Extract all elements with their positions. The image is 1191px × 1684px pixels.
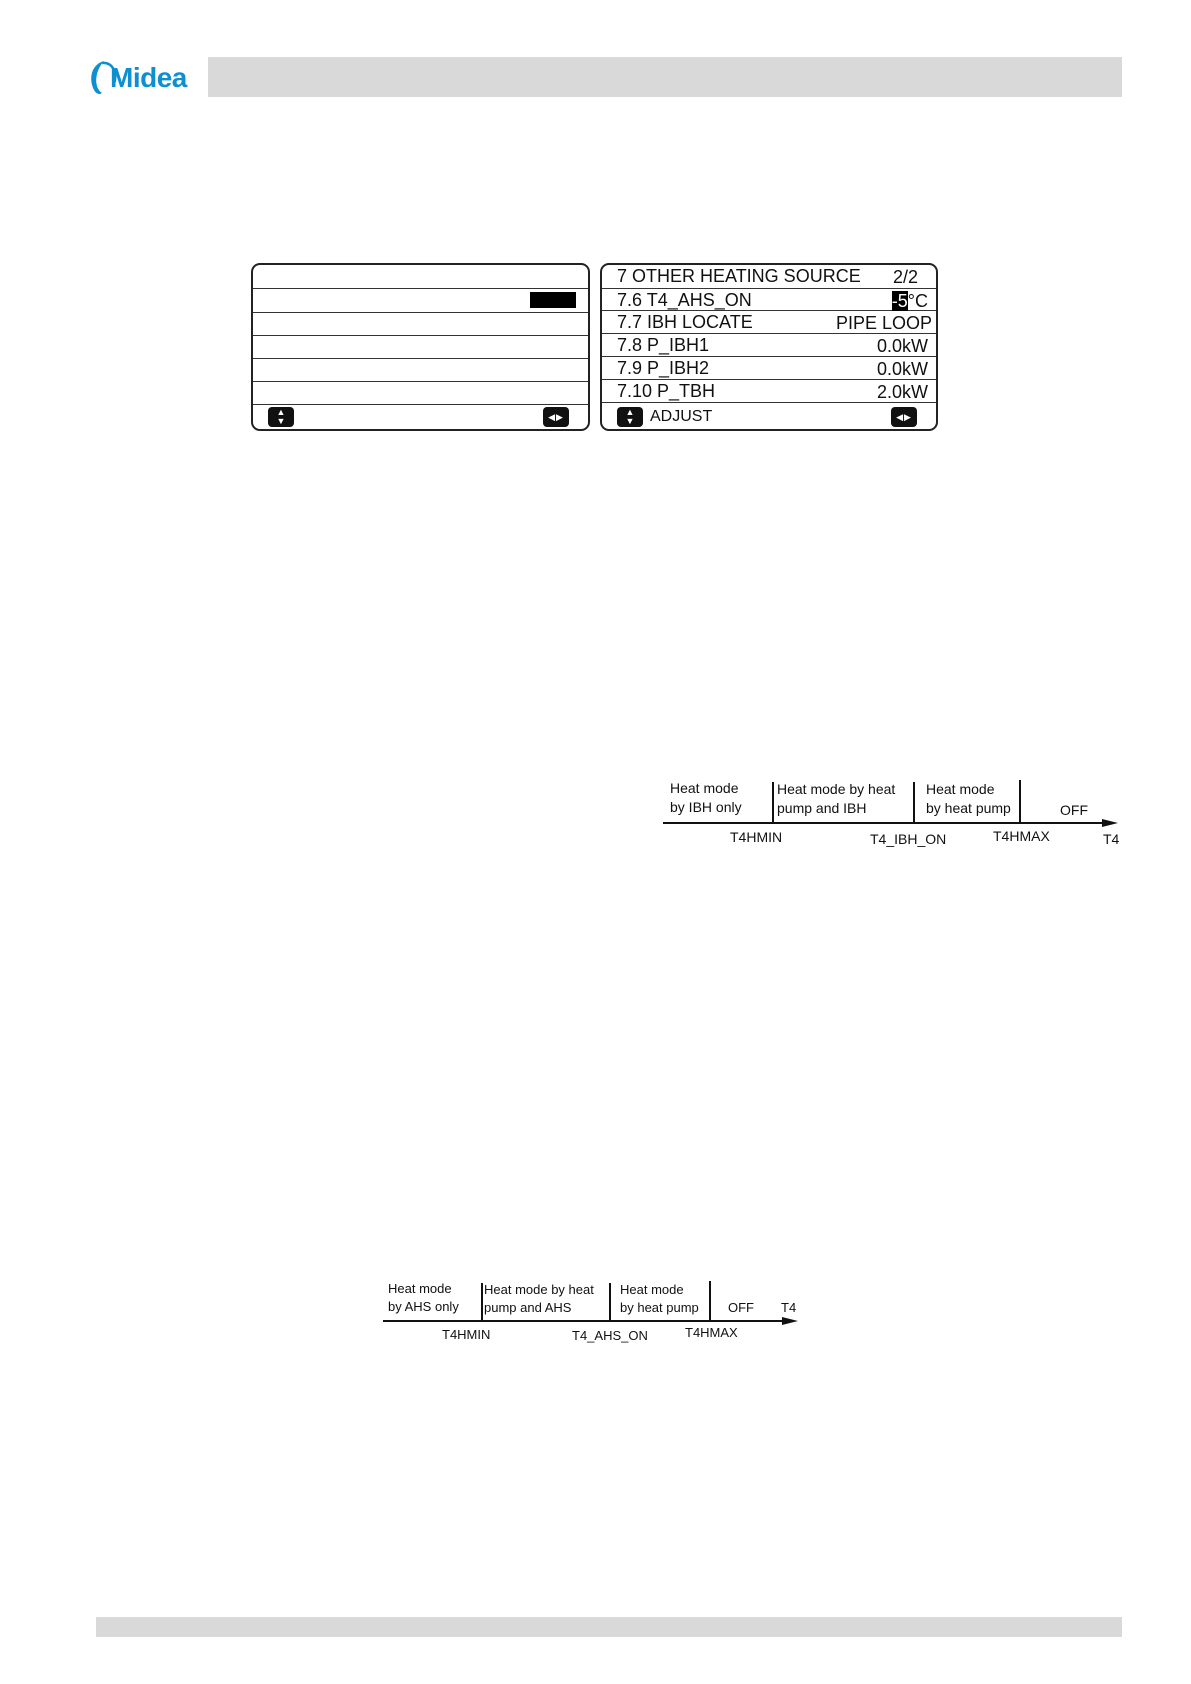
t4-axis-line: [663, 822, 1103, 824]
setting-row-p-ibh1[interactable]: [602, 334, 936, 357]
screen-row: [253, 313, 588, 336]
selection-cursor: [530, 292, 576, 308]
zone-divider: [772, 782, 774, 822]
zone-off: OFF: [1060, 802, 1088, 818]
zone-divider: [1019, 780, 1021, 822]
screen-row: [253, 336, 588, 359]
tick-t4hmax: T4HMAX: [993, 828, 1050, 844]
tick-t4hmin: T4HMIN: [730, 829, 783, 845]
arrow-right-icon: [782, 1317, 798, 1325]
up-down-arrows-icon[interactable]: ▲ ▼: [268, 407, 294, 427]
screen-title-row: [253, 265, 588, 289]
tick-t4hmin: T4HMIN: [442, 1327, 491, 1342]
setting-value: PIPE LOOP: [835, 313, 932, 333]
zone-off: OFF: [728, 1300, 754, 1315]
t4-axis-line: [383, 1320, 783, 1322]
zone-hp-only-line1: Heat mode: [926, 781, 995, 797]
zone-hp-ibh-line1: Heat mode by heat: [777, 781, 896, 797]
axis-label-t4: T4: [781, 1300, 797, 1315]
setting-row-t4-ahs-on[interactable]: [602, 289, 936, 311]
left-right-arrows-icon[interactable]: ◀ ▶: [543, 407, 569, 427]
zone-ahs-only-line1: Heat mode: [388, 1281, 452, 1296]
zone-ibh-only-line1: Heat mode: [670, 780, 739, 796]
zone-divider: [913, 782, 915, 822]
lcd-screen-blank: [251, 263, 590, 431]
setting-value: 0.0kW: [876, 359, 928, 379]
zone-ibh-only-line2: by IBH only: [670, 799, 742, 815]
setting-label: 7.9 P_IBH2: [617, 358, 710, 378]
zone-hp-only-line1: Heat mode: [620, 1282, 684, 1297]
brand-name: Midea: [110, 62, 187, 93]
zone-hp-only-line2: by heat pump: [926, 800, 1011, 816]
tick-t4-ibh-on: T4_IBH_ON: [870, 831, 947, 847]
value-unit: °C: [907, 291, 928, 311]
setting-row-p-ibh2[interactable]: [602, 357, 936, 380]
zone-hp-ahs-line2: pump and AHS: [484, 1300, 572, 1315]
arrow-right-icon: [1102, 819, 1118, 827]
setting-label: 7.10 P_TBH: [617, 381, 716, 401]
header-bar: [208, 57, 1122, 97]
zone-hp-ibh-line2: pump and IBH: [777, 800, 867, 816]
axis-label-t4: T4: [1103, 831, 1120, 847]
t4-ibh-mode-diagram: [660, 780, 1125, 850]
tick-t4hmax: T4HMAX: [685, 1325, 738, 1340]
zone-divider: [709, 1281, 711, 1320]
zone-divider: [609, 1283, 611, 1320]
setting-label: 7.7 IBH LOCATE: [617, 312, 753, 332]
footer-bar: [96, 1617, 1122, 1637]
adjust-label: ADJUST: [650, 408, 713, 425]
up-down-arrows-icon[interactable]: ▲ ▼: [617, 407, 643, 427]
screen-row: [253, 289, 588, 313]
setting-label: 7.8 P_IBH1: [617, 335, 710, 355]
setting-row-p-tbh[interactable]: [602, 380, 936, 403]
setting-value: 0.0kW: [876, 336, 928, 356]
midea-logo: [88, 56, 192, 100]
lcd-screen-other-heating-source: [600, 263, 938, 431]
tick-t4-ahs-on: T4_AHS_ON: [572, 1328, 648, 1343]
zone-divider: [481, 1283, 483, 1320]
setting-row-ibh-locate[interactable]: [602, 311, 936, 334]
zone-hp-only-line2: by heat pump: [620, 1300, 699, 1315]
screen-title: 7 OTHER HEATING SOURCE: [617, 266, 861, 286]
setting-value: 2.0kW: [876, 382, 928, 402]
screen-row: [253, 359, 588, 382]
left-right-arrows-icon[interactable]: ◀ ▶: [891, 407, 917, 427]
setting-label: 7.6 T4_AHS_ON: [617, 290, 752, 310]
t4-ahs-mode-diagram: [380, 1281, 805, 1345]
screen-page-indicator: 2/2: [892, 267, 918, 287]
setting-value[interactable]: [892, 291, 928, 311]
zone-ahs-only-line2: by AHS only: [388, 1299, 459, 1314]
zone-hp-ahs-line1: Heat mode by heat: [484, 1282, 594, 1297]
screen-row: [253, 382, 588, 405]
screen-title-row: [602, 265, 936, 289]
highlighted-value: -5: [891, 291, 908, 311]
